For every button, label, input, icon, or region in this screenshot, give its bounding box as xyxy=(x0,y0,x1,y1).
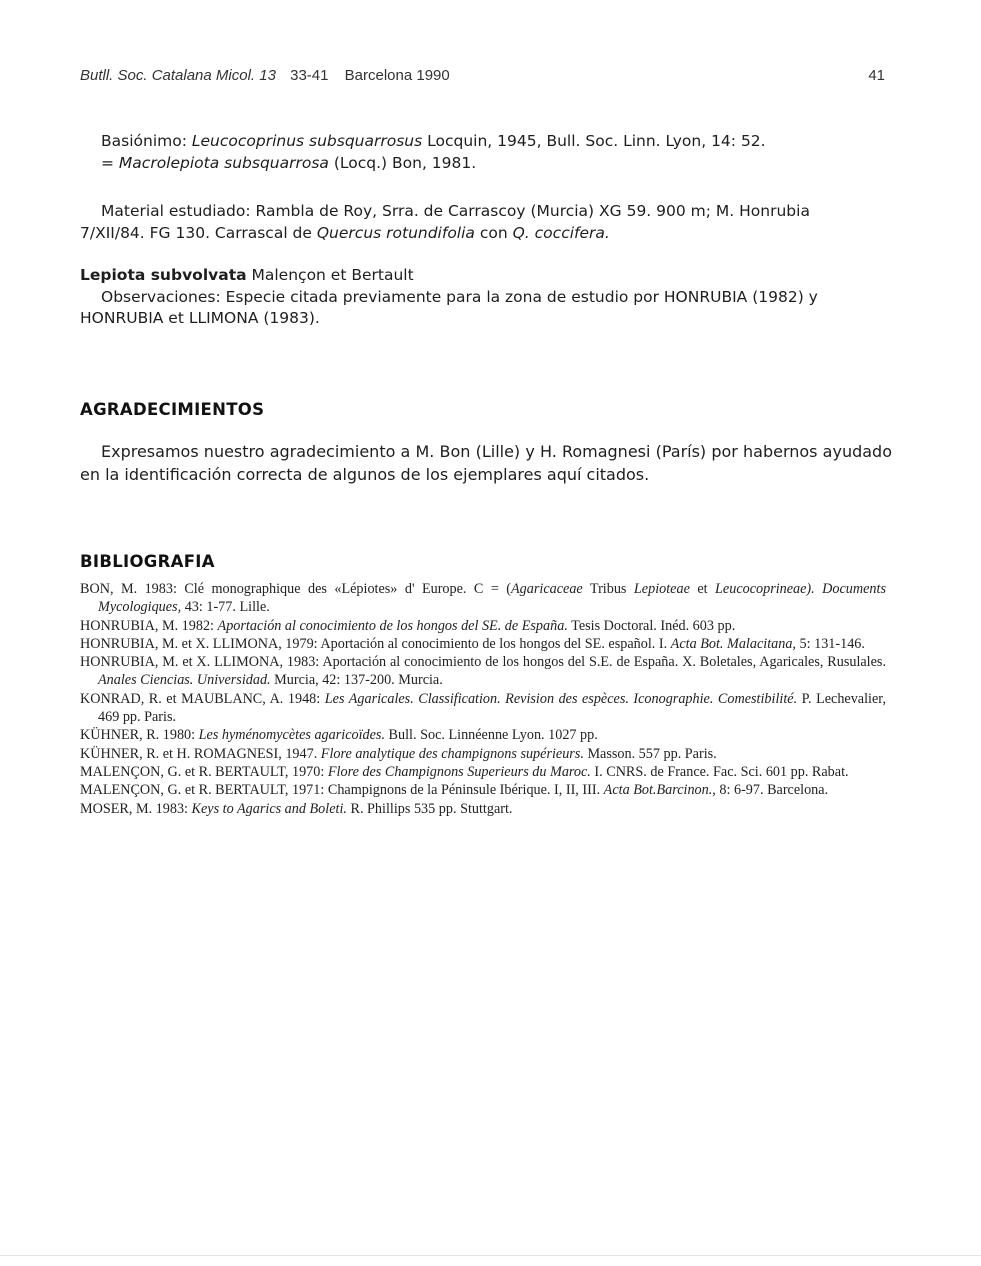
material-conj: con xyxy=(474,223,513,242)
bib-entry: HONRUBIA, M. et X. LLIMONA, 1983: Aportación al conocimiento de los hongos del S.E. de España. X. Boletales, Agaricales, Rusulales. Anales Ciencias. Universidad. Murcia, 42: 137-200. Murcia. xyxy=(80,654,886,689)
basionym-taxon: Leucocoprinus subsquarrosus xyxy=(191,132,423,150)
bib-entry: MALENÇON, G. et R. BERTAULT, 1970: Flore des Champignons Superieurs du Maroc. I. CNRS. de France. Fac. Sci. 601 pp. Rabat. xyxy=(80,763,849,780)
page-range: 33-41 xyxy=(290,67,329,84)
species-name: Lepiota subvolvata xyxy=(80,266,247,284)
bib-entry: KÜHNER, R. 1980: Les hyménomycètes agaricoïdes. Bull. Soc. Linnéenne Lyon. 1027 pp. xyxy=(80,727,598,744)
material-taxon-2: Q. coccifera. xyxy=(512,223,610,242)
bib-entry: MALENÇON, G. et R. BERTAULT, 1971: Champignons de la Péninsule Ibérique. I, II, III. Acta Bot.Barcinon., 8: 6-97. Barcelona. xyxy=(80,782,829,799)
running-header xyxy=(80,67,885,84)
bib-entry: MOSER, M. 1983: Keys to Agarics and Boleti. R. Phillips 535 pp. Stuttgart. xyxy=(80,800,513,817)
synonym-author: (Locq.) Bon, 1981. xyxy=(328,153,477,172)
basionym-citation: Locquin, 1945, Bull. Soc. Linn. Lyon, 14: 52. xyxy=(422,132,766,150)
bibliography-list xyxy=(80,580,886,818)
species-block xyxy=(80,265,892,330)
acknowledgements-heading: AGRADECIMIENTOS xyxy=(80,400,265,419)
observations-line-1: Observaciones: Especie citada previamente para la zona de estudio por HONRUBIA (1982) y xyxy=(101,287,818,306)
synonym-taxon: Macrolepiota subsquarrosa xyxy=(118,153,329,172)
scan-edge-divider xyxy=(0,1255,981,1256)
bib-entry: BON, M. 1983: Clé monographique des «Lépiotes» d' Europe. C = (Agaricaceae Tribus Lepioteae et Leucocoprineae). Documents Mycologiques, 43: 1-77. Lille. xyxy=(80,581,886,616)
material-taxon-1: Quercus rotundifolia xyxy=(316,223,475,242)
material-line-1: Material estudiado: Rambla de Roy, Srra. de Carrascoy (Murcia) XG 59. 900 m; M. Honrubia xyxy=(101,202,810,220)
page-number: 41 xyxy=(868,67,885,84)
material-block xyxy=(80,201,892,244)
basionym-block xyxy=(80,131,892,174)
material-line-2 xyxy=(80,223,892,245)
species-title xyxy=(80,265,892,287)
journal-name: Butll. Soc. Catalana Micol. 13 xyxy=(80,67,276,84)
material-text: 7/XII/84. FG 130. Carrascal de xyxy=(80,223,317,242)
bibliography-heading: BIBLIOGRAFIA xyxy=(80,552,215,571)
synonym-prefix: = xyxy=(101,153,119,172)
basionym-line xyxy=(80,131,892,153)
observations-line-2: HONRUBIA et LLIMONA (1983). xyxy=(80,309,320,327)
acknowledgements-text: Expresamos nuestro agradecimiento a M. Bon (Lille) y H. Romagnesi (París) por habernos ayudado en la identificación correcta de algunos de los ejemplares aquí citados. xyxy=(80,442,892,484)
species-author: Malençon et Bertault xyxy=(246,266,414,284)
bib-entry: HONRUBIA, M. et X. LLIMONA, 1979: Aportación al conocimiento de los hongos del SE. español. I. Acta Bot. Malacitana, 5: 131-146. xyxy=(80,635,865,652)
place-year: Barcelona 1990 xyxy=(344,67,450,84)
bib-entry: HONRUBIA, M. 1982: Aportación al conocimiento de los hongos del SE. de España. Tesis Doctoral. Inéd. 603 pp. xyxy=(80,617,736,634)
basionym-label: Basiónimo: xyxy=(101,132,192,150)
bib-entry: KÜHNER, R. et H. ROMAGNESI, 1947. Flore analytique des champignons supérieurs. Masson. 557 pp. Paris. xyxy=(80,745,717,762)
bib-entry: KONRAD, R. et MAUBLANC, A. 1948: Les Agaricales. Classification. Revision des espèces. Iconographie. Comestibilité. P. Lechevalier, 469 pp. Paris. xyxy=(80,690,886,726)
synonym-line xyxy=(80,153,892,175)
